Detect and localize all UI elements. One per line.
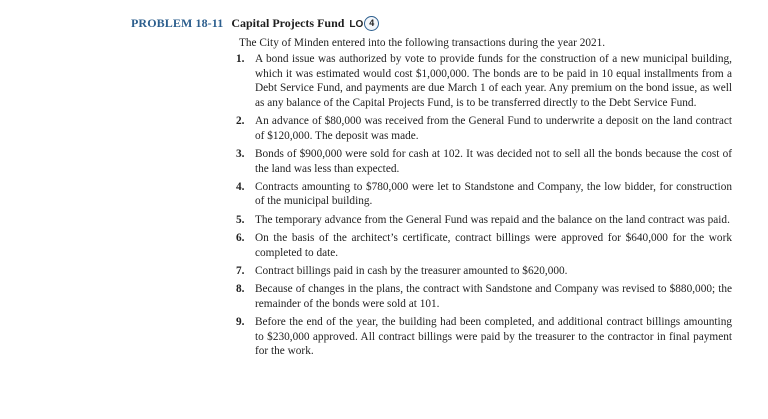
item-text: Bonds of $900,000 were sold for cash at 102. It was decided not to sell all the bonds because the cost of the land was less than expected.	[255, 147, 732, 175]
item-number: 6.	[236, 231, 245, 244]
item-text: An advance of $80,000 was received from the General Fund to underwrite a deposit on the land contract of $120,000. The deposit was made.	[255, 115, 732, 142]
item-text: Contract billings paid in cash by the treasurer amounted to $620,000.	[255, 264, 568, 277]
item-number: 2.	[236, 115, 245, 128]
item-number: 7.	[236, 264, 245, 277]
item-number: 3.	[236, 147, 245, 160]
list-item	[236, 264, 732, 279]
item-text: Contracts amounting to $780,000 were let to Standstone and Company, the low bidder, for construction of the municipal building.	[255, 180, 732, 208]
item-text: Before the end of the year, the building had been completed, and additional contract billings amounting to $230,000 approved. All contract billings were paid by the treasurer to the contractor in final payment for the work.	[255, 316, 732, 358]
item-text: A bond issue was authorized by vote to provide funds for the construction of a new municipal building, which it was estimated would cost $1,000,000. The bonds are to be paid in 10 equal installments from a Debt Service Fund, and payments are due March 1 of each year. Any premium on the bond issue, as well as any balance of the Capital Projects Fund, is to be transferred directly to the Debt Service Fund.	[255, 53, 732, 109]
list-item	[236, 315, 732, 359]
list-item	[236, 147, 732, 176]
list-item	[236, 180, 732, 209]
list-item	[236, 282, 732, 311]
list-item	[236, 213, 732, 228]
list-item	[236, 231, 732, 260]
list-item	[236, 114, 732, 143]
list-item	[236, 52, 732, 110]
item-text: On the basis of the architect’s certificate, contract billings were approved for $640,000 for the work completed to date.	[255, 231, 732, 259]
item-text: Because of changes in the plans, the contract with Sandstone and Company was revised to $880,000; the remainder of the bonds were sold at 101.	[255, 283, 732, 310]
transaction-list	[236, 52, 732, 362]
item-text: The temporary advance from the General Fund was repaid and the balance on the land contract was paid.	[255, 213, 730, 226]
problem-header	[131, 15, 379, 33]
item-number: 1.	[236, 53, 245, 65]
item-number: 9.	[236, 316, 245, 328]
learning-objective-label: LO	[349, 19, 364, 30]
item-number: 4.	[236, 180, 245, 193]
item-number: 5.	[236, 213, 245, 226]
item-number: 8.	[236, 283, 245, 296]
problem-intro: The City of Minden entered into the following transactions during the year 2021.	[239, 37, 606, 49]
problem-title: Capital Projects Fund	[231, 16, 345, 30]
problem-label: PROBLEM 18-11	[131, 16, 224, 30]
learning-objective-badge: 4	[364, 16, 379, 31]
